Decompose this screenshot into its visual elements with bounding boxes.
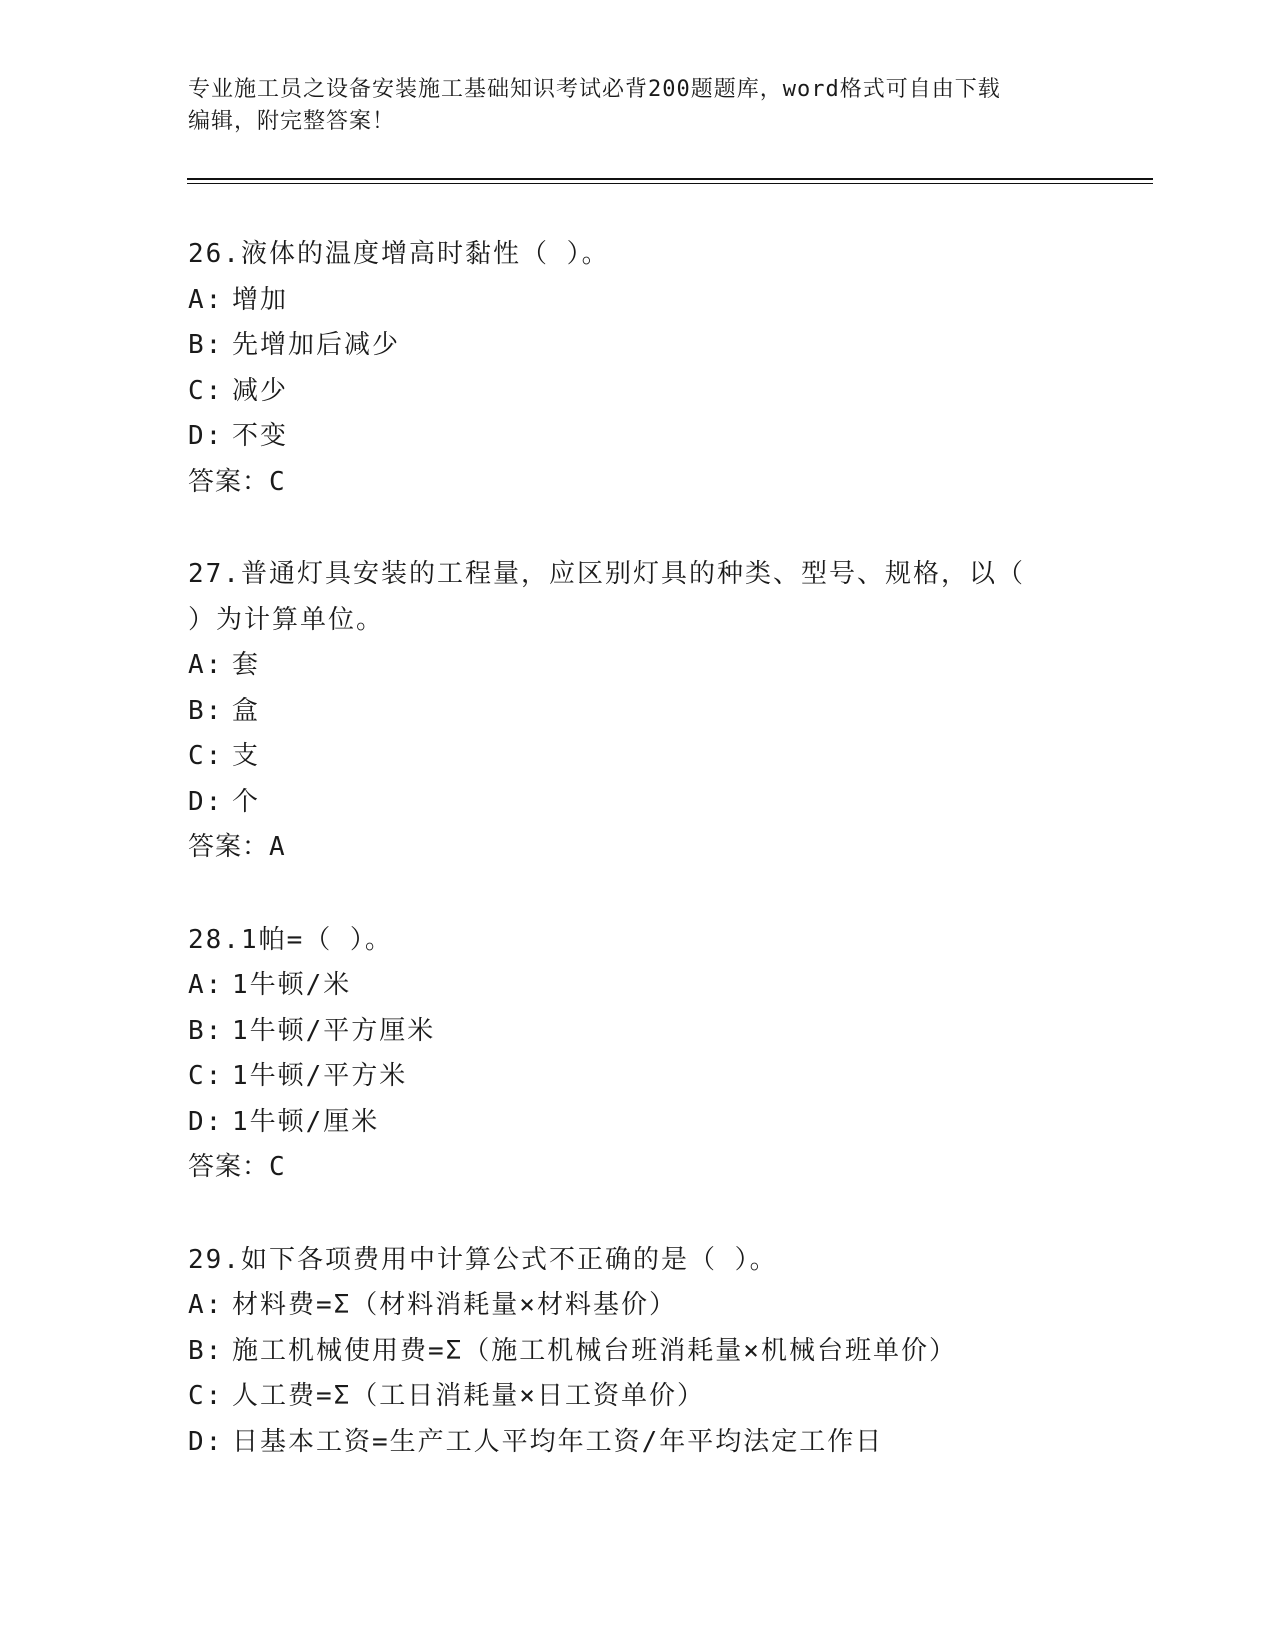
option-label: D: <box>188 786 224 817</box>
option-text: 1牛顿/平方米 <box>232 1061 408 1091</box>
option-label: D: <box>188 1106 224 1137</box>
option-a <box>188 963 1148 1009</box>
option-label: B: <box>188 330 224 360</box>
question-item <box>188 552 1148 871</box>
option-label: B: <box>188 1335 224 1366</box>
option-c <box>188 1374 1148 1420</box>
option-d <box>188 414 1148 460</box>
option-label: A: <box>188 284 224 315</box>
option-label: B: <box>188 1015 224 1046</box>
answer-line <box>188 460 1148 506</box>
option-label: A: <box>188 970 224 1000</box>
option-a <box>188 643 1148 689</box>
option-b <box>188 689 1148 735</box>
question-item <box>188 232 1148 505</box>
option-text: 增加 <box>232 284 289 315</box>
option-b <box>188 1009 1148 1055</box>
option-text: 材料费=Σ（材料消耗量×材料基价） <box>232 1290 677 1320</box>
option-a <box>188 278 1148 324</box>
option-label: B: <box>188 695 224 726</box>
option-label: A: <box>188 650 224 680</box>
option-b <box>188 323 1148 369</box>
answer-line <box>188 825 1148 871</box>
option-text: 不变 <box>232 421 289 451</box>
option-b <box>188 1329 1148 1375</box>
option-c <box>188 734 1148 780</box>
question-list <box>188 232 1148 1512</box>
answer-label: 答案： <box>188 466 270 497</box>
option-c <box>188 1054 1148 1100</box>
answer-value: C <box>269 1152 286 1182</box>
option-d <box>188 1420 1148 1466</box>
option-text: 盒 <box>232 695 261 726</box>
option-text: 先增加后减少 <box>232 330 401 360</box>
option-label: C: <box>188 1061 224 1091</box>
option-text: 减少 <box>232 375 289 406</box>
answer-label: 答案： <box>188 832 270 862</box>
option-text: 套 <box>232 650 261 680</box>
option-text: 1牛顿/米 <box>232 970 352 1000</box>
question-item <box>188 918 1148 1191</box>
option-text: 1牛顿/平方厘米 <box>232 1015 436 1046</box>
answer-line <box>188 1145 1148 1191</box>
header-divider-thick <box>187 178 1153 180</box>
option-label: C: <box>188 741 224 771</box>
option-text: 个 <box>232 786 261 817</box>
question-stem-continued: ）为计算单位。 <box>188 604 385 635</box>
option-label: C: <box>188 375 224 406</box>
option-label: D: <box>188 421 224 451</box>
option-text: 支 <box>232 741 261 771</box>
option-a <box>188 1283 1148 1329</box>
question-stem: 28.1帕=（ ）。 <box>188 924 393 955</box>
document-header <box>188 74 1088 138</box>
option-c <box>188 369 1148 415</box>
answer-value: C <box>269 466 286 497</box>
question-stem: 29.如下各项费用中计算公式不正确的是（ ）。 <box>188 1244 778 1275</box>
question-item <box>188 1238 1148 1466</box>
option-label: A: <box>188 1290 224 1320</box>
option-text: 施工机械使用费=Σ（施工机械台班消耗量×机械台班单价） <box>232 1335 957 1366</box>
option-text: 人工费=Σ（工日消耗量×日工资单价） <box>232 1381 705 1411</box>
answer-value: A <box>269 832 286 862</box>
option-d <box>188 780 1148 826</box>
question-stem: 27.普通灯具安装的工程量，应区别灯具的种类、型号、规格，以（ <box>188 559 1025 589</box>
option-text: 1牛顿/厘米 <box>232 1106 380 1137</box>
header-line-2: 编辑，附完整答案！ <box>188 109 396 134</box>
question-stem: 26.液体的温度增高时黏性（ ）。 <box>188 239 610 269</box>
option-text: 日基本工资=生产工人平均年工资/年平均法定工作日 <box>232 1426 884 1457</box>
option-d <box>188 1100 1148 1146</box>
answer-label: 答案： <box>188 1152 270 1182</box>
option-label: D: <box>188 1426 224 1457</box>
option-label: C: <box>188 1381 224 1411</box>
header-line-1: 专业施工员之设备安装施工基础知识考试必背200题题库，word格式可自由下载 <box>188 77 1001 102</box>
header-divider-thin <box>187 183 1153 184</box>
